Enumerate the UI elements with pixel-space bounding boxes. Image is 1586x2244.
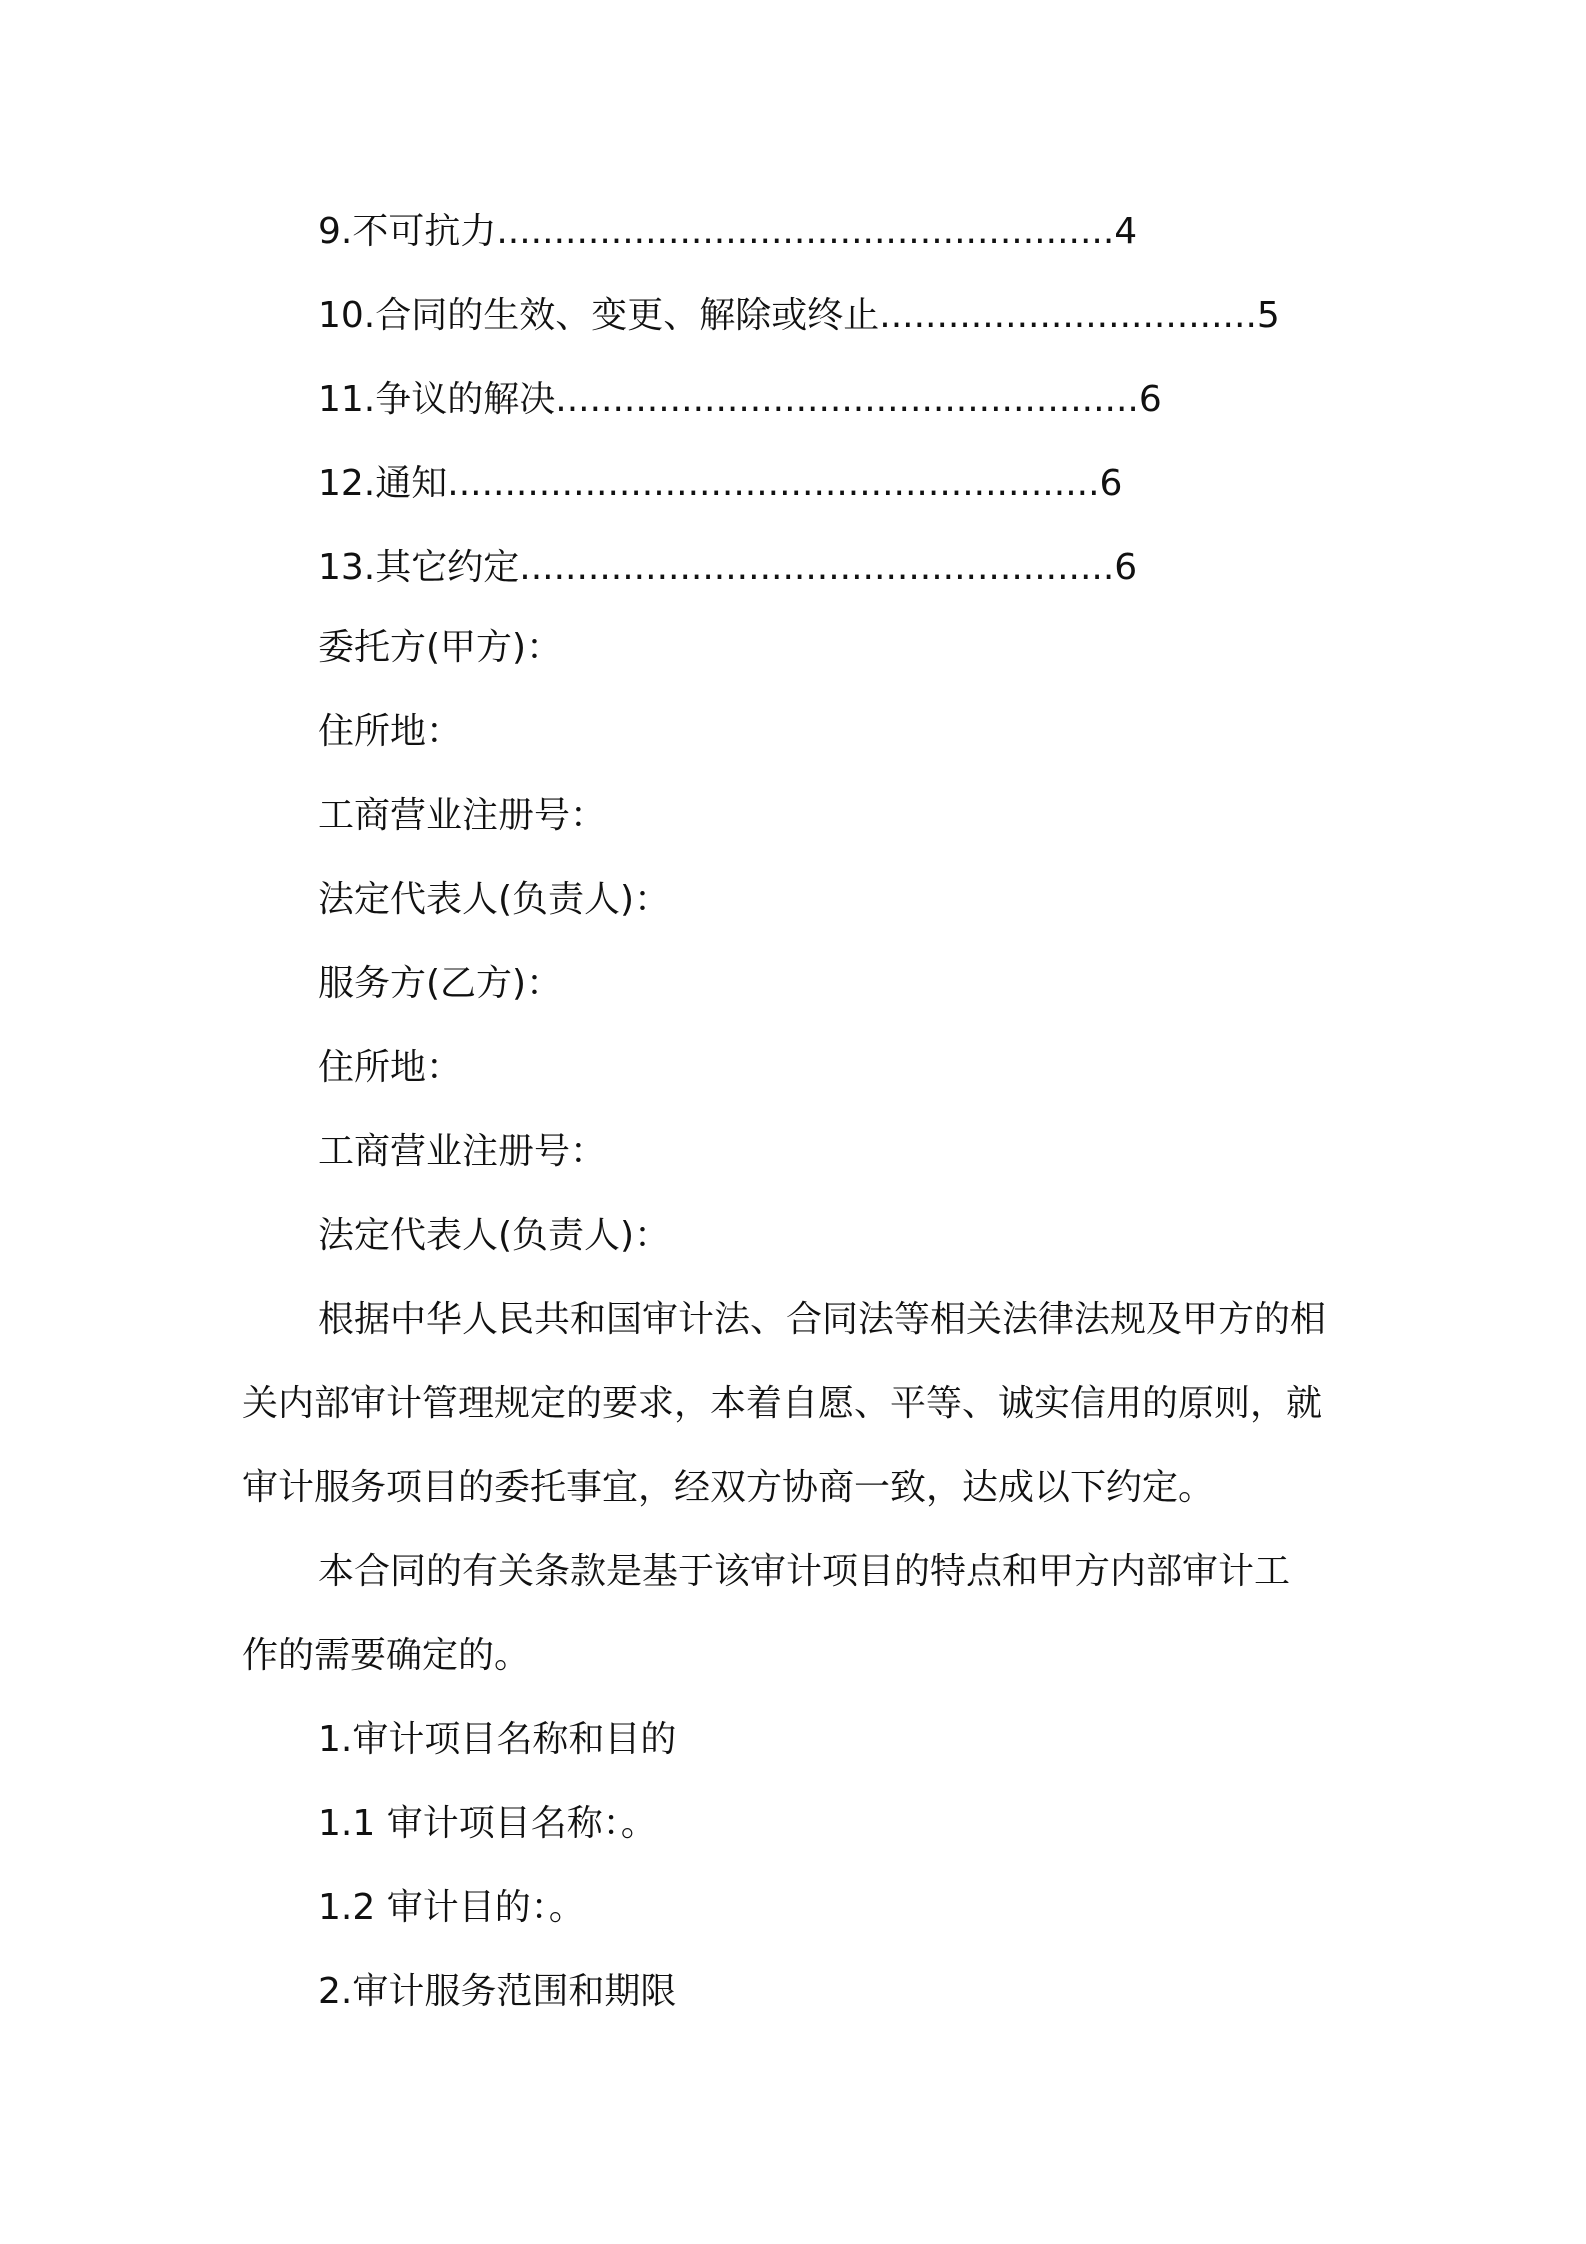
section2-title: 2.审计服务范围和期限 [318,1971,677,2012]
party-b-reg-no: 工商营业注册号： [318,1131,607,1172]
paragraph2-line2: 作的需要确定的。 [242,1635,531,1676]
party-b-label: 服务方(乙方)： [318,963,563,1004]
toc-item-9: 9.不可抗力......................................................4 [318,211,1138,252]
toc-item-11: 11.争议的解决...................................................6 [318,379,1162,420]
toc-item-12: 12.通知.........................................................6 [318,463,1123,504]
section1-item2: 1.2 审计目的：。 [318,1887,585,1928]
toc-item-13: 13.其它约定....................................................6 [318,547,1138,588]
party-a-reg-no: 工商营业注册号： [318,795,607,836]
toc-item-10: 10.合同的生效、变更、解除或终止.................................5 [318,295,1280,336]
party-b-rep: 法定代表人(负责人)： [318,1215,671,1256]
paragraph2-line1: 本合同的有关条款是基于该审计项目的特点和甲方内部审计工 [318,1551,1291,1592]
party-a-label: 委托方(甲方)： [318,627,563,668]
section1-item1: 1.1 审计项目名称：。 [318,1803,657,1844]
paragraph1-line2: 关内部审计管理规定的要求，本着自愿、平等、诚实信用的原则，就 [242,1383,1323,1424]
section1-title: 1.审计项目名称和目的 [318,1719,677,1760]
party-a-rep: 法定代表人(负责人)： [318,879,671,920]
paragraph1-line1: 根据中华人民共和国审计法、合同法等相关法律法规及甲方的相 [318,1299,1327,1340]
party-b-address: 住所地： [318,1047,463,1088]
paragraph1-line3: 审计服务项目的委托事宜，经双方协商一致，达成以下约定。 [242,1467,1215,1508]
party-a-address: 住所地： [318,711,463,752]
